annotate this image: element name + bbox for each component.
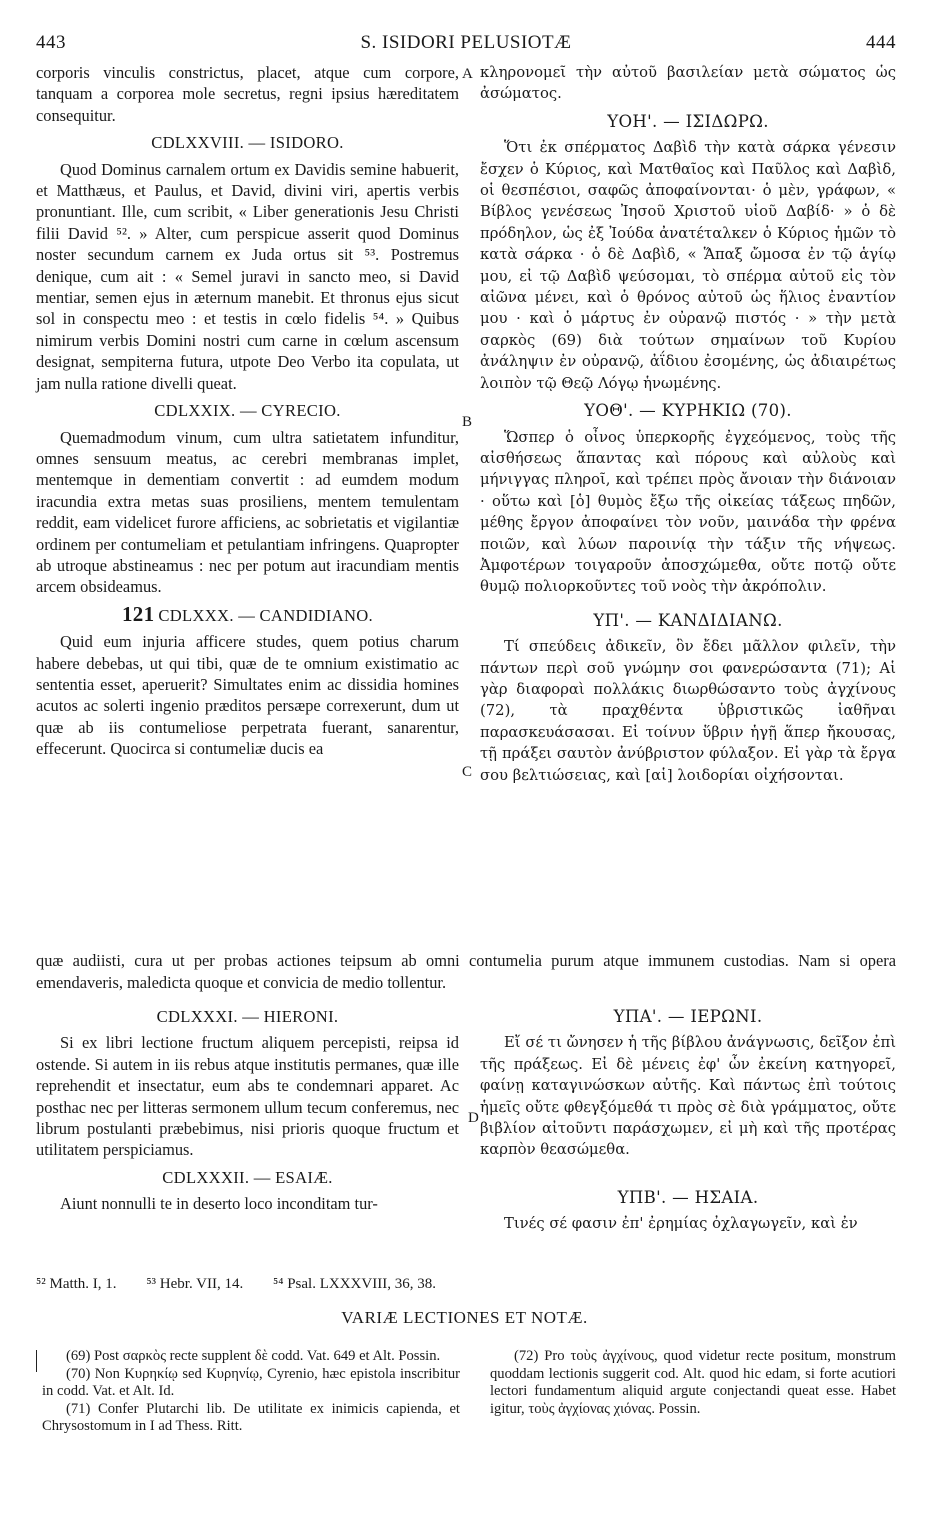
greek-intro: κληρονομεῖ τὴν αὐτοῦ βασιλείαν μετὰ σώματος ὡς ἀσώματος. bbox=[480, 64, 896, 103]
latin-heading-480-text: CDLXXX. — CANDIDIANO. bbox=[158, 605, 374, 625]
greek-letter-heading-481: ΥΠΑ'. — ΙΕΡΩΝΙ. bbox=[613, 1007, 763, 1026]
footnote-52: ⁵² Matth. I, 1. bbox=[36, 1276, 117, 1292]
greek-column-lower bbox=[480, 1000, 896, 1235]
greek-column-upper bbox=[480, 62, 896, 786]
margin-marker-d: D bbox=[468, 1110, 479, 1126]
greek-letter-481: Εἴ σέ τι ὤνησεν ἡ τῆς βίβλου ἀνάγνωσις, δεῖξον ἐπὶ τῆς πράξεως. Εἰ δὲ μένεις ἐφ' ὧν ἐκείνη κατηγορεῖ, φαίνῃ καταγινώσκων αὐτῆς. Καὶ πάντως ἐπὶ τούτοις ἡμεῖς οὔτε φθεγξόμεθά τι πρὸς σὲ διὰ γράμματος, οὔτε βιβλίον αἰτοῦντι παράσχωμεν, εἰ μὴ καὶ τῆς προτέρας καρπὸν θεασώμεθα. bbox=[480, 1034, 896, 1159]
left-page-number: 443 bbox=[36, 32, 66, 53]
running-title: S. ISIDORI PELUSIOTÆ bbox=[360, 32, 572, 53]
latin-letter-heading-479: CDLXXIX. — CYRECIO. bbox=[154, 401, 341, 421]
latin-letter-481: Si ex libri lectione fructum aliquem percepisti, reipsa id ostende. Si autem in iis rebus atque institutis permanes, quæ ille reprehendit et insectatur, eum abs te condemnari apparet. Ac posthac nec per litteras sermonem ullum tecum conferemus, nec librum postulanti præbebimus, nisi prioris quoque fructum et utilitatem perspiciamus. bbox=[36, 1033, 459, 1160]
margin-marker-c: C bbox=[462, 764, 473, 780]
greek-letter-heading-482: ΥΠΒ'. — ΗΣΑΙΑ. bbox=[617, 1187, 759, 1207]
note-72: (72) Pro τοὺς ἀγχίνους, quod videtur recte positum, monstrum quoddam lectionis suggerit cod. Alt. quod hic edam, si forte acutiori lectori fundamentum aliquid argute conjectandi queat esse. Habet igitur, τοὺς ἀγχίονας χιόνας. Possin. bbox=[490, 1348, 896, 1417]
latin-letter-480: Quid eum injuria afficere studes, quem potius charum habere debebas, ut qui tibi, quæ de te omnium existimatio ac sententia esset, aperuerit? Simultates enim ac dissidia homines acutos ac solerti ingenio præditos persæpe correxerunt, dum ut quæ ab iis contumeliose perpetrata fuerant, sanarentur, effecerunt. Quocirca si contumeliæ ducis ea bbox=[36, 632, 459, 759]
latin-letter-heading-482: CDLXXXII. — ESAIÆ. bbox=[162, 1167, 333, 1187]
right-page-number: 444 bbox=[866, 32, 896, 53]
latin-letter-482: Aiunt nonnulli te in deserto loco inconditam tur- bbox=[60, 1194, 378, 1214]
latin-column-upper bbox=[36, 62, 459, 760]
note-71: (71) Confer Plutarchi lib. De utilitate ex inimicis capienda, et Chrysostomum in I ad Thess. Ritt. bbox=[42, 1400, 460, 1435]
notes-right-column bbox=[490, 1348, 896, 1418]
latin-letter-479: Quemadmodum vinum, cum ultra satietatem infunditur, omnes sensuum meatus, ac cerebri membranas implet, mentemque in dementiam convertit : ad eumdem modum iracundia extra metas suas prosiliens, mentem temulentam reddit, eam videlicet furore afficiens, ac sobrietatis et vigilantiæ ordinem per contumeliam et petulantiam infringens. Quapropter ab utroque abstineamus : nec per potum aut iracundiam mentis arcem obsideamus. bbox=[36, 427, 459, 597]
latin-column-lower bbox=[36, 1000, 459, 1215]
latin-letter-478: Quod Dominus carnalem ortum ex Davidis semine habuerit, et Matthæus, et Paulus, et David, divini viri, apertis verbis pronuntiant. Ille, cum scribit, « Liber generationis Jesu Christi filii David ⁵². » Alter, cum perspicue asserit quod Dominus noster secundum carnem ex Juda ortus sit ⁵³. Postremus denique, cum ait : « Semel juravi in sancto meo, si David mentiar, semen ejus in æternum manebit. Et thronus ejus sicut sol in conspectu meo : et testis in cœlo fidelis ⁵⁴. » Quibus nimirum verbis Domini nostri cum carne in cœlum ascensum designat, sempiterna futura, utpote Deo Verbo ita copulata, ut jam nulla ratione divelli queat. bbox=[36, 159, 459, 393]
notes-heading: VARIÆ LECTIONES ET NOTÆ. bbox=[341, 1308, 588, 1327]
latin-spanning-text: quæ audiisti, cura ut per probas actiones teipsum ab omni contumelia purum atque immunem custodias. Nam si opera emendaveris, maledicta quoque et convicia de medio tollentur. bbox=[36, 951, 896, 992]
greek-letter-480: Τί σπεύδεις ἀδικεῖν, ὃν ἔδει μᾶλλον φιλεῖν, τὴν πάντων περὶ σοῦ γνώμην σοι φανερώσαντα (71); Αἱ γὰρ διαφοραὶ πολλάκις διωρθώσαντο τοὺς ἀγχίνους (72), τὰ πραχθέντα ὑβριστικῶς ἰαθῆναι παρασκευάσασαι. Εἰ τοίνυν ὕβριν ἡγῇ ἅπερ ἤκουσας, τῇ πράξει σαυτὸν ἀνύβριστον φύλαξον. Εἰ γὰρ τὰ ἔργα σου βελτιώσειας, καὶ [αἱ] λοιδορίαι οἰχήσονται. bbox=[480, 638, 896, 784]
greek-letter-heading-480: ΥΠ'. — ΚΑΝΔΙΔΙΑΝΩ. bbox=[593, 610, 783, 630]
running-header bbox=[36, 32, 896, 58]
margin-rule bbox=[36, 1350, 37, 1372]
greek-letter-heading-479: ΥΟΘ'. — ΚΥΡΗΚΙΩ (70). bbox=[584, 401, 792, 421]
latin-letter-heading-478: CDLXXVIII. — ISIDORO. bbox=[151, 133, 344, 153]
note-70: (70) Non Κυρηκίῳ sed Κυρηνίῳ, Cyrenio, hæc epistola inscribitur in codd. Vat. et Alt. Id. bbox=[42, 1365, 460, 1400]
greek-letter-heading-478: ΥΟΗ'. — ΙΣΙΔΩΡΩ. bbox=[607, 111, 769, 131]
footnote-54: ⁵⁴ Psal. LXXXVIII, 36, 38. bbox=[273, 1276, 436, 1292]
notes-left-column bbox=[42, 1348, 460, 1436]
latin-letter-heading-480 bbox=[36, 601, 459, 626]
column-number: 121 bbox=[121, 601, 155, 626]
margin-marker-b: B bbox=[462, 414, 473, 430]
scripture-footnotes bbox=[36, 1276, 462, 1293]
greek-letter-482: Τινές σέ φασιν ἐπ' ἐρημίας ὀχλαγωγεῖν, καὶ ἐν bbox=[504, 1215, 858, 1233]
greek-letter-478: Ὅτι ἐκ σπέρματος Δαβὶδ τὴν κατὰ σάρκα γένεσιν ἔσχεν ὁ Κύριος, καὶ Ματθαῖος καὶ Παῦλος καὶ Δαβὶδ, οἱ θεσπέσιοι, σαφῶς ἀποφαίνονται· ὁ μὲν, γράφων, « Βίβλος γενέσεως Ἰησοῦ Χριστοῦ υἱοῦ Δαβίδ· » ὁ δὲ πρόδηλον, ὡς ἐξ Ἰούδα ἀνατέταλκεν ὁ Κύριος ἡμῶν τὸ κατὰ σάρκα · ὁ δὲ Δαβὶδ, « Ἅπαξ ὤμοσα ἐν τῷ ἁγίῳ μου, εἰ τῷ Δαβὶδ ψεύσομαι, τὸ σπέρμα αὐτοῦ εἰς τὸν αἰῶνα μένει, καὶ ὁ θρόνος αὐτοῦ ὡς ἥλιος ἐναντίον μου · καὶ ὁ μάρτυς ἐν οὐρανῷ πιστός · » τὴν μετὰ σαρκὸς (69) διὰ τούτων σημαίνων τοῦ Κυρίου ἀνάληψιν ἐν οὐρανῷ, ἀΐδιου ἐσομένης, ὡς ἀδιαιρέτως λοιπὸν τῷ Θεῷ Λόγῳ ἡνωμένης. bbox=[480, 139, 896, 392]
greek-letter-479: Ὥσπερ ὁ οἶνος ὑπερκορῆς ἐγχεόμενος, τοὺς τῆς αἰσθήσεως ἅπαντας καὶ πόρους καὶ αὐλοὺς καὶ μήνιγγας πληροῖ, καὶ τρέπει πρὸς ἄνοιαν τὴν διάνοιαν · οὕτω καὶ [ὁ] θυμὸς ἔξω τῆς οἰκείας τάξεως πηδῶν, μέθης ἔργον ἀποφαίνει τὸν νοῦν, μαινάδα τὴν φρένα ποιῶν, καὶ λύων παροινίᾳ τὴν τάξιν τῆς νήψεως. Ἀμφοτέρων τοιγαροῦν ἀποσχώμεθα, οὔτε ποτῷ οὔτε θυμῷ πολιορκοῦντες τοῦ νοὸς τὴν ἀκρόπολιν. bbox=[480, 428, 896, 596]
note-69: (69) Post σαρκὸς recte supplent δὲ codd. Vat. 649 et Alt. Possin. bbox=[66, 1348, 441, 1364]
latin-intro: corporis vinculis constrictus, placet, atque cum corpore, tanquam a corporea mole secretus, regni ipsius hæreditatem consequitur. bbox=[36, 63, 459, 125]
latin-letter-heading-481: CDLXXXI. — HIERONI. bbox=[156, 1007, 339, 1026]
margin-marker-a: A bbox=[462, 66, 473, 82]
footnote-53: ⁵³ Hebr. VII, 14. bbox=[146, 1276, 244, 1292]
